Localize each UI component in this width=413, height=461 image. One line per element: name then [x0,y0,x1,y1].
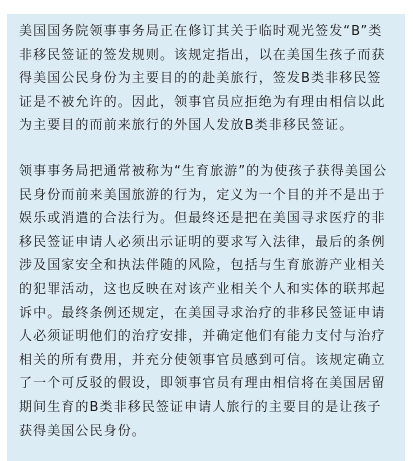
article-panel [7,14,405,461]
article-paragraph-2: 领事事务局把通常被称为“生育旅游”的为使孩子获得美国公民身份而前来美国旅游的行为，定义为一个目的并不是出于娱乐或消遣的合法行为。但最终还是把在美国寻求医疗的非移民签证申请人必须出示证明的要求写入法律，最后的条例涉及国家安全和执法伴随的风险，包括与生育旅游产业相关的犯罪活动，这也反映在对该产业相关个人和实体的联邦起诉中。最终条例还规定，在美国寻求治疗的非移民签证申请人必须证明他们的治疗安排，并确定他们有能力支付与治疗相关的所有费用，并充分使领事官员感到可信。该规定确立了一个可反驳的假设，即领事官员有理由相信将在美国居留期间生育的B类非移民签证申请人旅行的主要目的是让孩子获得美国公民身份。 [19,163,388,439]
article-paragraph-1: 美国国务院领事事务局正在修订其关于临时观光签发“B”类非移民签证的签发规则。该规定指出，以在美国生孩子而获得美国公民身份为主要目的的赴美旅行，签发B类非移民签证是不被允许的。因此，领事官员应拒绝为有理由相信以此为主要目的而前来旅行的外国人发放B类非移民签证。 [19,24,386,134]
